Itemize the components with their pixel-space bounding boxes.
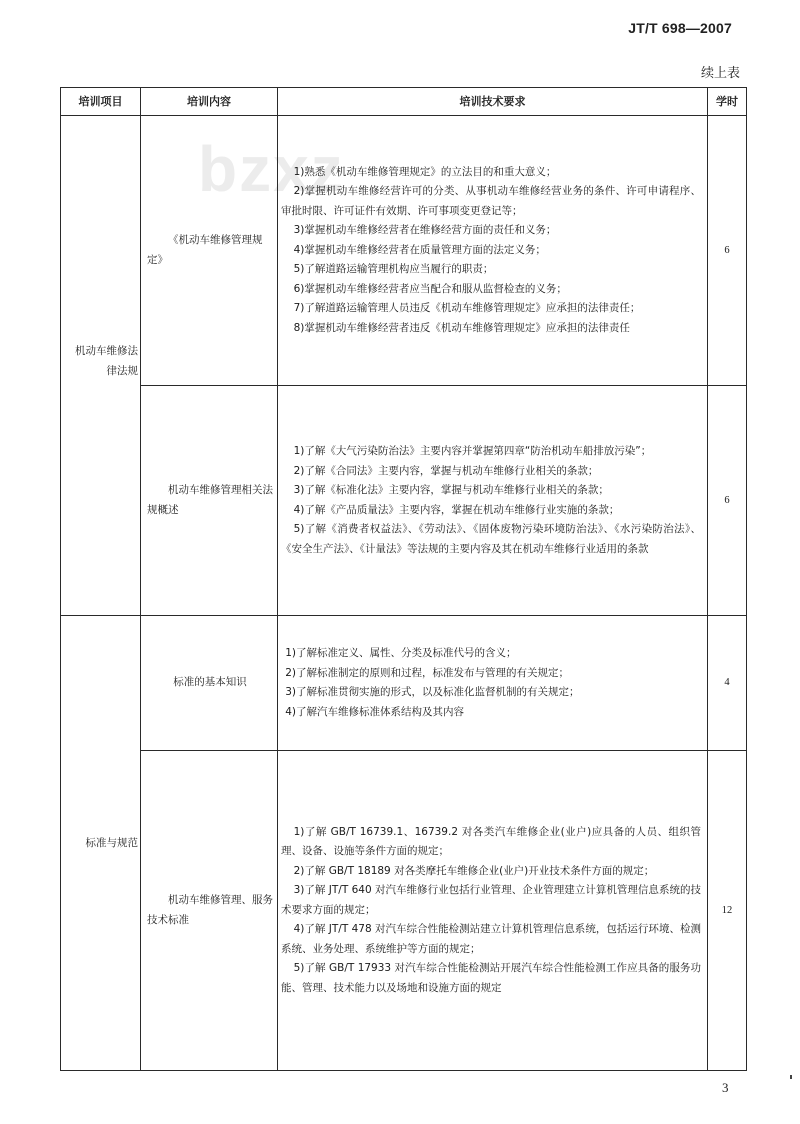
requirement-line: 4)了解汽车维修标准体系结构及其内容 [285,705,464,718]
requirement-line: 1)了解《大气污染防治法》主要内容并掌握第四章“防治机动车船排放污染”； [293,445,652,457]
training-item-cell: 机动车维修法律法规 [61,116,141,616]
requirement-line: 1)了解 GB/T 16739.1、16739.2 对各类汽车维修企业(业户)应具备的人员、组织管理、设备、设施等条件方面的规定； [281,825,701,858]
requirements-cell [278,616,708,751]
table-header-row [61,88,747,116]
requirement-line: 7)了解道路运输管理人员违反《机动车维修管理规定》应承担的法律责任； [293,302,641,315]
page-number: 3 [722,1080,729,1095]
requirement-line: 2)掌握机动车维修经营许可的分类、从事机动车维修经营业务的条件、许可申请程序、审批时限、许可证件有效期、许可事项变更登记等； [281,185,701,217]
requirement-line: 1)熟悉《机动车维修管理规定》的立法目的和重大意义； [293,165,557,178]
table-row [61,751,747,1071]
training-content-cell: 机动车维修管理相关法规概述 [141,386,278,616]
hours-cell: 6 [708,386,747,616]
training-content-cell: 《机动车维修管理规定》 [141,116,278,386]
training-content-cell: 标准的基本知识 [141,616,278,751]
requirement-line: 1)了解标准定义、属性、分类及标准代号的含义； [285,647,517,659]
hours-cell: 12 [708,751,747,1071]
requirement-line: 3)掌握机动车维修经营者在维修经营方面的责任和义务； [293,224,557,237]
requirements-cell [278,386,708,616]
requirement-line: 3)了解 JT/T 640 对汽车维修行业包括行业管理、企业管理建立计算机管理信息系统的技术要求方面的规定； [281,884,701,916]
table-row [61,616,747,751]
scan-artifact [790,1075,792,1079]
hours-cell: 4 [708,616,747,751]
column-header-requirements: 培训技术要求 [278,88,708,116]
requirement-line: 4)掌握机动车维修经营者在质量管理方面的法定义务； [293,243,546,256]
requirement-line: 4)了解《产品质量法》主要内容，掌握在机动车维修行业实施的条款； [293,503,620,516]
requirement-line: 8)掌握机动车维修经营者违反《机动车维修管理规定》应承担的法律责任 [293,321,630,334]
requirement-line: 3)了解标准贯彻实施的形式，以及标准化监督机制的有关规定； [285,686,580,698]
standard-code: JT/T 698—2007 [628,20,732,36]
requirement-line: 5)了解 GB/T 17933 对汽车综合性能检测站开展汽车综合性能检测工作应具备的服务功能、管理、技术能力以及场地和设施方面的规定 [281,962,701,994]
column-header-hours: 学时 [708,88,747,116]
requirement-line: 2)了解 GB/T 18189 对各类摩托车维修企业(业户)开业技术条件方面的规定； [293,864,655,877]
watermark: bzxz [198,133,345,205]
continuation-label: 续上表 [700,66,740,81]
requirement-line: 2)了解《合同法》主要内容，掌握与机动车维修行业相关的条款； [293,464,599,477]
requirement-line: 5)了解《消费者权益法》、《劳动法》、《固体废物污染环境防治法》、《水污染防治法》、《安全生产法》、《计量法》等法规的主要内容及其在机动车维修行业适用的条款 [281,523,701,555]
requirement-line: 2)了解标准制定的原则和过程，标准发布与管理的有关规定； [285,666,569,679]
requirement-line: 3)了解《标准化法》主要内容，掌握与机动车维修行业相关的条款； [293,484,609,496]
requirements-cell [278,116,708,386]
column-header-item: 培训项目 [61,88,141,116]
training-requirements-table [60,87,747,1071]
table-row [61,386,747,616]
training-content-cell: 机动车维修管理、服务技术标准 [141,751,278,1071]
requirements-cell [278,751,708,1071]
table-row [61,116,747,386]
hours-cell: 6 [708,116,747,386]
requirement-line: 6)掌握机动车维修经营者应当配合和服从监督检查的义务； [293,282,567,295]
requirement-line: 5)了解道路运输管理机构应当履行的职责； [293,263,494,276]
column-header-content: 培训内容 [141,88,278,116]
requirement-line: 4)了解 JT/T 478 对汽车综合性能检测站建立计算机管理信息系统，包括运行环境、检测系统、业务处理、系统维护等方面的规定； [281,923,701,955]
training-item-cell: 标准与规范 [61,616,141,1071]
